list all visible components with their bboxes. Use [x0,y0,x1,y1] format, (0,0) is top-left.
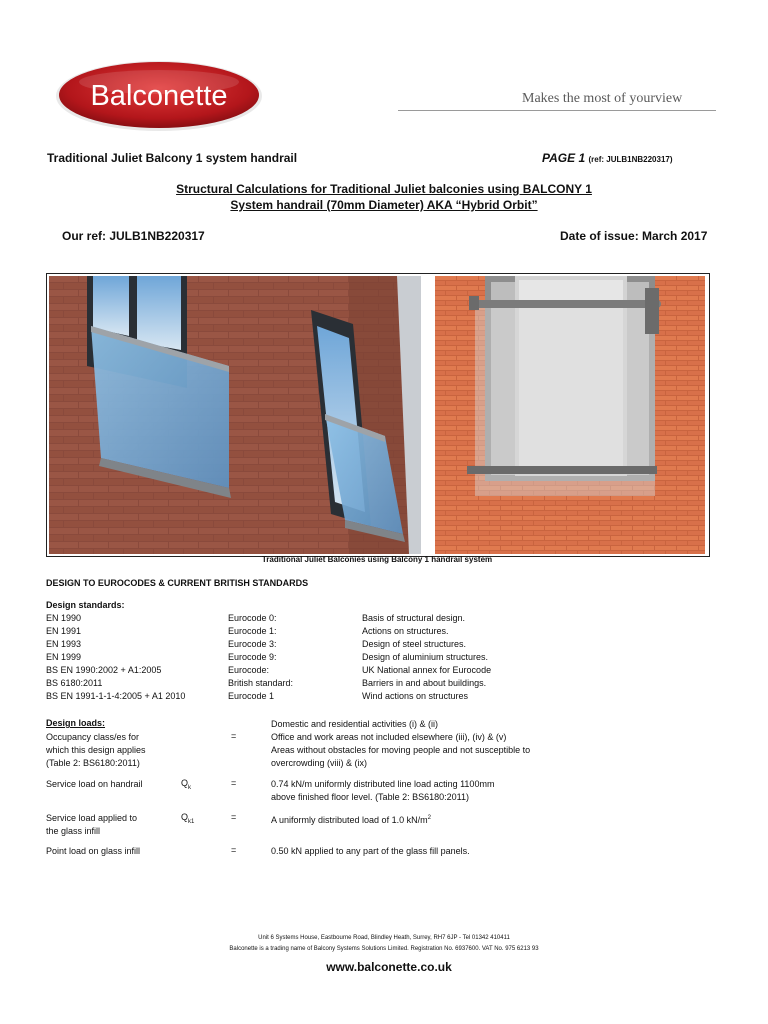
section-heading: DESIGN TO EUROCODES & CURRENT BRITISH STANDARDS [46,578,309,588]
website-link[interactable]: www.balconette.co.uk [326,960,452,974]
service-glass-value: A uniformly distributed load of 1.0 $kN/m^2$ [271,815,431,825]
standard-ref: Eurocode 1: [228,626,277,636]
equals-sign: = [231,845,237,855]
service-handrail-value: 0.74 kN/m uniformly distributed line load acting 1100mm [271,779,495,789]
logo-text: Balconette [90,80,228,112]
equals-sign: = [231,812,237,822]
document-title: Traditional Juliet Balcony 1 system handrail [47,151,298,165]
page-label [542,151,673,165]
occupancy-label: which this design applies [46,745,146,755]
heading-line-1: Structural Calculations for Traditional Juliet balconies using BALCONY 1 [176,182,592,196]
occupancy-value: Domestic and residential activities (i) & (ii) [271,719,439,729]
standard-ref: Eurocode 3: [228,639,277,649]
photo-caption: Traditional Juliet Balconies using Balcony 1 handrail system [261,555,493,564]
service-glass-label: Service load applied to [46,813,138,823]
main-heading [120,181,648,213]
equals-sign: = [231,778,237,788]
service-glass-symbol: $Q_{k1}$ [181,812,195,825]
footer-address: Unit 6 Systems House, Eastbourne Road, Blindley Heath, Surrey, RH7 6JP - Tel 01342 410411 [258,935,510,941]
footer-company-info: Balconette is a trading name of Balcony Systems Solutions Limited. Registration No. 6937600. VAT No. 975 6213 93 [229,946,539,952]
page-ref: (ref: JULB1NB220317) [588,155,673,164]
standard-desc: Actions on structures. [362,626,449,636]
tagline: Makes the most of yourview [522,91,683,106]
standard-desc: UK National annex for Eurocode [362,665,492,675]
standard-code: EN 1999 [46,652,82,662]
standards-heading: Design standards: [46,600,125,610]
standard-code: EN 1993 [46,639,82,649]
balconette-logo [54,58,264,134]
standard-ref: Eurocode 0: [228,613,277,623]
point-load-label: Point load on glass infill [46,846,141,856]
standard-desc: Design of aluminium structures. [362,652,489,662]
equals-sign: = [231,731,237,741]
service-handrail-symbol: $Q_k$ [181,778,192,791]
occupancy-value: Office and work areas not included elsewhere (iii), (iv) & (v) [271,732,507,742]
photo-panel [46,273,710,557]
service-handrail-value: above finished floor level. (Table 2: BS6180:2011) [271,792,469,802]
standard-code: BS EN 1990:2002 + A1:2005 [46,665,162,675]
standard-desc: Barriers in and about buildings. [362,678,487,688]
standard-ref: Eurocode 9: [228,652,277,662]
standard-ref: Eurocode: [228,665,270,675]
occupancy-label: (Table 2: BS6180:2011) [46,758,140,768]
standard-ref: Eurocode 1 [228,691,275,701]
standard-desc: Basis of structural design. [362,613,466,623]
standard-code: BS EN 1991-1-1-4:2005 + A1 2010 [46,691,186,701]
standard-desc: Wind actions on structures [362,691,469,701]
standard-ref: British standard: [228,678,294,688]
page-number: PAGE 1 [542,151,586,165]
standard-code: BS 6180:2011 [46,678,103,688]
occupancy-value: overcrowding (viii) & (ix) [271,758,368,768]
occupancy-value: Areas without obstacles for moving people and not susceptible to [271,745,531,755]
render-image [435,276,705,554]
issue-date: Date of issue: March 2017 [560,229,708,243]
service-handrail-label: Service load on handrail [46,779,143,789]
design-loads-heading: Design loads: [46,718,106,728]
our-reference: Our ref: JULB1NB220317 [62,229,205,243]
standard-code: EN 1991 [46,626,82,636]
point-load-value: 0.50 kN applied to any part of the glass fill panels. [271,846,470,856]
header-rule [398,110,716,111]
service-glass-label: the glass infill [46,826,101,836]
occupancy-label: Occupancy class/es for [46,732,140,742]
standard-desc: Design of steel structures. [362,639,467,649]
heading-line-2: System handrail (70mm Diameter) AKA “Hybrid Orbit” [230,198,538,212]
building-photo [49,276,421,554]
standard-code: EN 1990 [46,613,82,623]
